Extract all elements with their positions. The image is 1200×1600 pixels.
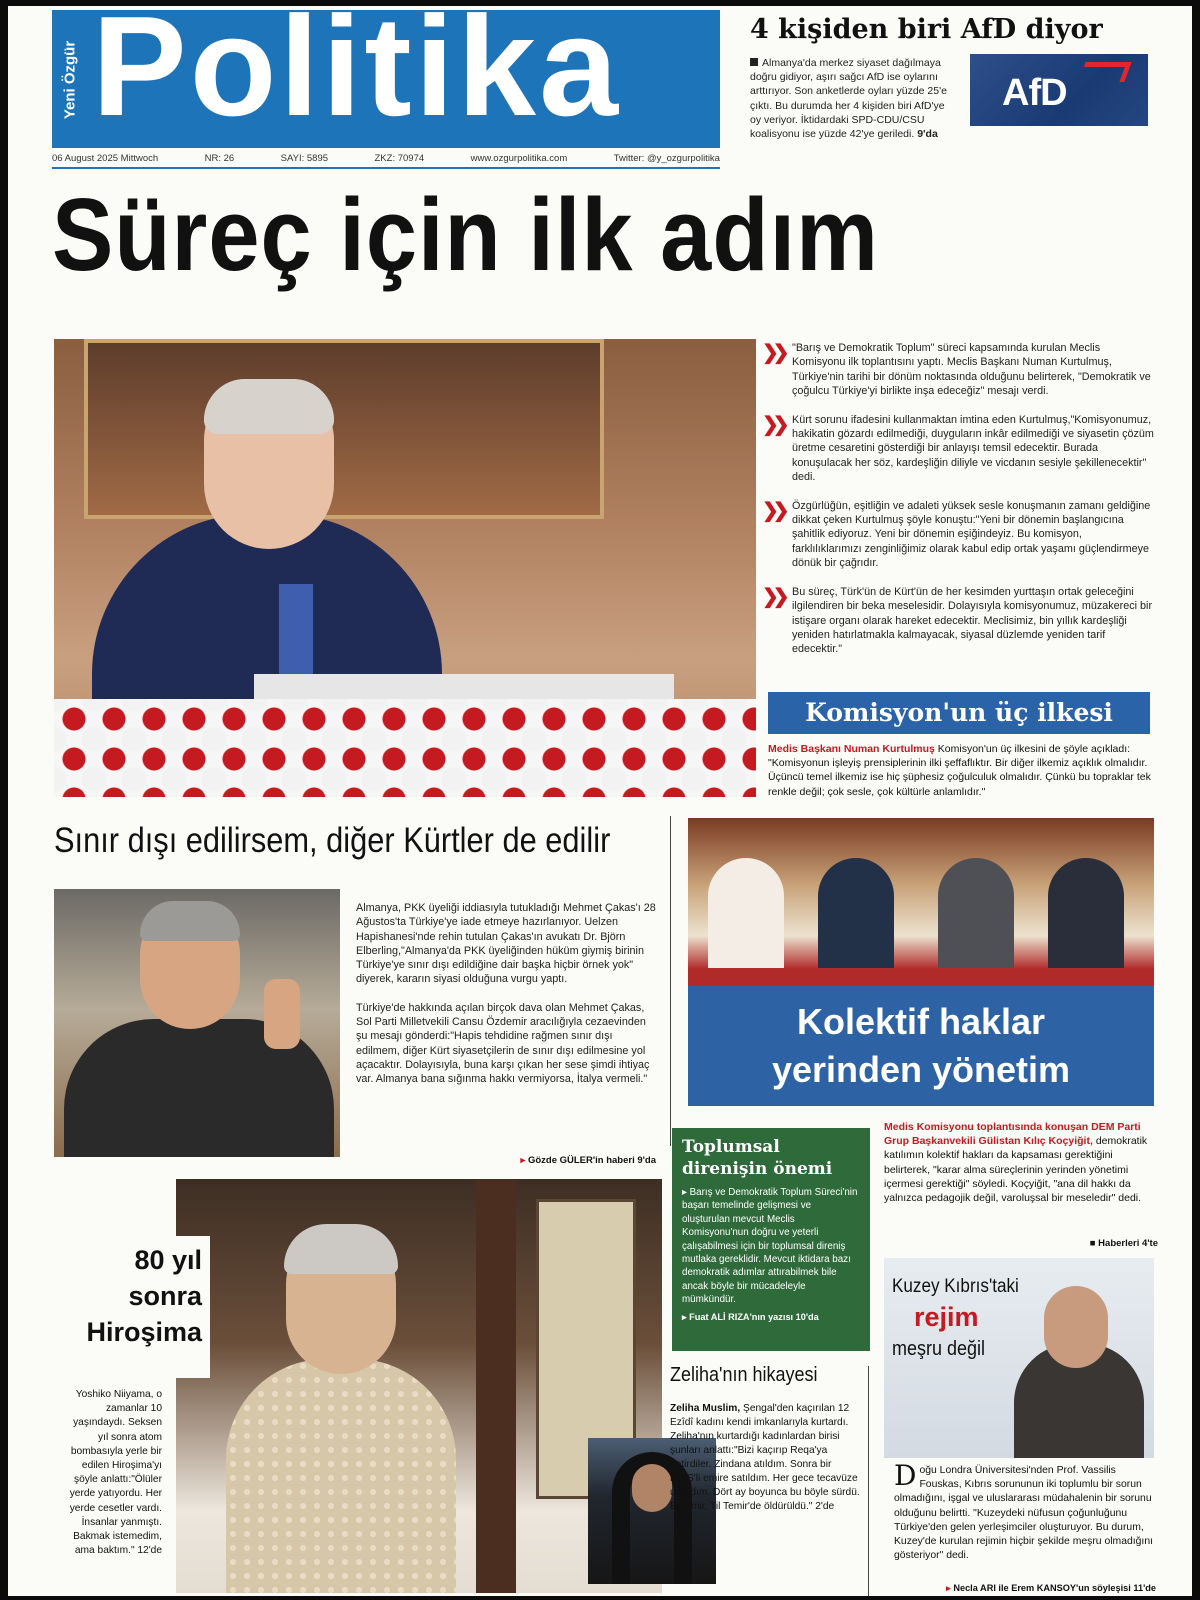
column-divider: [670, 816, 671, 1146]
cakas-photo: [54, 889, 340, 1157]
issue-date: 06 August 2025 Mittwoch: [52, 153, 159, 164]
issue-zkz: ZKZ: 70974: [374, 153, 425, 164]
sinir-headline[interactable]: Sınır dışı edilirsem, diğer Kürtler de edilir: [54, 821, 611, 860]
sinir-text: Almanya, PKK üyeliği iddiasıyla tutukladığı Mehmet Çakas'ı 28 Ağustos'ta Türkiye'ye iade etmeye hazırlanıyor. Uelzen Hapishanesi'nde rehin tutulan Çakas'ın avukatı Dr. Björn Elberling,"Almanya'da PKK üyeliğinden hüküm giymiş birinin Türkiye'ye sınır dışı edildiğine dair başka hiçbir örnek yok" diyerek, kararın siyasi olduğuna vurgu yaptı. Türkiye'de hakkında açılan birçok dava olan Mehmet Çakas, Sol Parti Milletvekili Cansu Özdemir aracılığıyla cezaevinden şu mesajı gönderdi:"Hapis tehdidine rağmen sınır dışı edilmem, diğer Kürt siyasetçilerin de sınır dışı edilmesine yol açacaktır. Dolayısıyla, buna karşı çıkan her sese şimdi ihtiyaç var. Almanya bana sığınma hakkı vermiyorsa, İtalya vermeli.": [356, 902, 656, 1086]
kolektif-headline[interactable]: Kolektif haklar yerinden yönetim: [688, 986, 1154, 1106]
chevron-icon: ❯❯: [762, 585, 784, 608]
kibris-credit[interactable]: ▸ Necla ARI ile Erem KANSOY'un söyleşisi 11'de: [946, 1583, 1156, 1593]
main-story-text: [762, 341, 1154, 671]
zeliha-headline[interactable]: Zeliha'nın hikayesi: [670, 1364, 818, 1386]
haberleri-ref[interactable]: ■ Haberleri 4'te: [1089, 1238, 1158, 1249]
twitter-link[interactable]: Twitter: @y_ozgurpolitika: [613, 153, 720, 164]
toplumsal-credit: ▸ Fuat ALİ RIZA'nın yazısı 10'da: [682, 1311, 819, 1322]
bullet-square-icon: [750, 58, 758, 66]
website-link[interactable]: www.ozgurpolitika.com: [470, 153, 568, 164]
dropcap: D: [894, 1459, 917, 1492]
main-headline[interactable]: Süreç için ilk adım: [52, 178, 879, 293]
afd-headline[interactable]: 4 kişiden biri AfD diyor: [750, 14, 1103, 45]
main-paragraph: ❯❯ Bu süreç, Türk'ün de Kürt'ün de her kesimden yurttaşın ortak geleceğini ilgilendiren bir beka meselesidir. Dolayısıyla komisyonumuz, müzakereci bir istişare organı olarak hareket edecektir. Meclisimiz, bin yıllık kardeşliği yeniden hatırlatmakla kalmayacak, siyasal düzlemde yeniden tarif edecektir.": [762, 585, 1153, 656]
newspaper-front-page: [8, 6, 1192, 1596]
afd-logo-text: AfD: [1002, 72, 1067, 114]
chevron-icon: ❯❯: [762, 413, 784, 436]
toplumsal-text: ▸ Barış ve Demokratik Toplum Süreci'nin başarı temelinde gelişmesi ve oluşturulan mevcut Meclis Komisyonu'nun doğru ve yeterli çalışabilmesi için bir toplumsal direniş mutlaka gereklidir. Mevcut iktidara bazı demokratik adımlar attırabilmek bile ancak böyle bir mücadeleyle mümkündür.: [682, 1187, 858, 1306]
masthead[interactable]: [52, 6, 720, 148]
main-photo: [54, 339, 756, 797]
kibris-title-line1: Kuzey Kıbrıs'taki: [892, 1276, 1019, 1297]
afd-logo-image: [970, 54, 1148, 126]
hiroshima-title[interactable]: 80 yıl sonra Hiroşima: [60, 1236, 210, 1378]
zeliha-text: Zeliha Muslim, Şengal'den kaçırılan 12 Ezîdî kadını kendi imkanlarıyla kurtardı. Zeliha'nın kurtardığı kadınlardan birisi şunları anlattı:"Bizi kaçırıp Reqa'ya getirdiler. Zindana atıldım. Sonra bir DAİŞ'li emire satıldım. Her gece tecavüze uğradım. Dört ay boyunca bu böyle sürdü. Bu emir, Til Temir'de öldürüldü." 2'de: [670, 1403, 860, 1512]
sinir-credit[interactable]: ▸ Gözde GÜLER'in haberi 9'da: [520, 1155, 656, 1166]
masthead-side-label: Yeni Özgür: [61, 40, 79, 120]
main-paragraph: ❯❯ Kürt sorunu ifadesini kullanmaktan imtina eden Kurtulmuş,"Komisyonumuz, hakikatin gözardı edilmediği, duyguların inkâr edilmediği ve siyasetin çözüm üretme cesaretini gösterdiği bir anlayışı temsil edecektir. Burada konuşulacak her söz, kardeşliğin diliyle ve vicdanın sesiyle şekillenecektir" dedi.: [762, 413, 1154, 484]
issue-info-bar: [52, 153, 720, 169]
toplumsal-box[interactable]: [672, 1128, 870, 1351]
komisyon-text: Medis Başkanı Numan Kurtulmuş Komisyon'un üç ilkesini de şöyle açıkladı: "Komisyonun işleyiş prensiplerinin ilki şeffaflıktır. Bir diğer ilkemiz açıklık olmalıdır. Üçüncü temel ilkemiz ise hiç şüphesiz çoğulculuk olmalıdır. Çünkü bu topraklar tek renkle değil; çok sesle, çok kültürle anlamlıdır.": [768, 743, 1151, 798]
afd-arrow-icon: [1078, 62, 1131, 82]
kibris-title-line3: meşru değil: [892, 1338, 986, 1360]
afd-text: Almanya'da merkez siyaset dağılmaya doğru gidiyor, aşırı sağcı AfD ise oylarını arttırıyor. Son anketlerde oyları yüzde 25'e çıktı. Bu durumda her 4 kişiden biri AfD'ye oy veriyor. İktidardaki SPD-CDU/CSU koalisyonu ise yüzde 42'ye geriledi. 9'da: [750, 57, 947, 141]
medis-text: Medis Komisyonu toplantısında konuşan DEM Parti Grup Başkanvekili Gülistan Kılıç Koçyiğit, demokratik katılımın kolektif hakları da kapsaması gerektiğini belirterek, "karar alma süreçlerinin yerinden yönetimi içermesi gerektiği" söyledi. Koçyiğit, "ana dil hakkı da yalnızca pedagojik değil, varoluşsal bir meseledir" dedi.: [884, 1121, 1148, 1205]
main-paragraph: ❯❯ Özgürlüğün, eşitliğin ve adaleti yüksek sesle konuşmanın zamanı geldiğine dikkat çeken Kurtulmuş şöyle konuştu:"Yeni bir dönemin başlangıcına şahitlik ediyoruz. Yeni bir dönemin eşiğindeyiz. Bu komisyon, farklılıklarımızı zenginliğimiz olarak kabul edip ortak yaşamı güçlendirmeye dönük bir çağrıdır.: [762, 499, 1151, 570]
komisyon-title[interactable]: Komisyon'un üç ilkesi: [768, 692, 1150, 734]
panel-photo: [688, 818, 1154, 986]
hiroshima-text: Yoshiko Niiyama, o zamanlar 10 yaşındaydı. Seksen yıl sonra atom bombasıyla yerle bir edilen Hiroşima'yı şöyle anlattı:"Ölüler yerde yatıyordu. Her yerde cesetler vardı. İnsanlar yanmıştı. Bakmak istemedim, ama baktım." 12'de: [69, 1389, 162, 1557]
chevron-icon: ❯❯: [762, 342, 784, 364]
issue-sayi: SAYI: 5895: [280, 153, 329, 164]
bullet-square-icon: ■: [1089, 1238, 1099, 1249]
column-divider: [868, 1366, 869, 1596]
chevron-icon: ❯❯: [762, 499, 784, 522]
main-paragraph: ❯❯ "Barış ve Demokratik Toplum" süreci kapsamında kurulan Meclis Komisyonu ilk toplantısını yaptı. Meclis Başkanı Numan Kurtulmuş, Türkiye'nin tarihi bir dönüm noktasında olduğunu belirterek, "Demokratik ve çoğulcu Türkiye'yi birlikte inşa edeceğiz" mesajı verdi.: [762, 342, 1151, 398]
masthead-title: Politika: [92, 6, 622, 146]
issue-nr: NR: 26: [204, 153, 235, 164]
toplumsal-title: Toplumsal direnişin önemi: [682, 1137, 833, 1179]
kibris-text: Doğu Londra Üniversitesi'nden Prof. Vassilis Fouskas, Kıbrıs sorununun iki toplumlu bir sorun olmadığını, işgal ve uluslararası müdahalenin bir sorunu olduğunu belirtti. "Kuzeydeki nüfusun çoğunluğunu Türkiye'den gelen yerleşimciler oluşturuyor. Bu durum, Kuzey'de kurulan rejimin hiçbir şekilde meşru olmadığını gösteriyor" dedi.: [894, 1459, 1153, 1562]
kibris-title-line2: rejim: [914, 1302, 979, 1332]
kibris-photo[interactable]: [884, 1258, 1154, 1458]
